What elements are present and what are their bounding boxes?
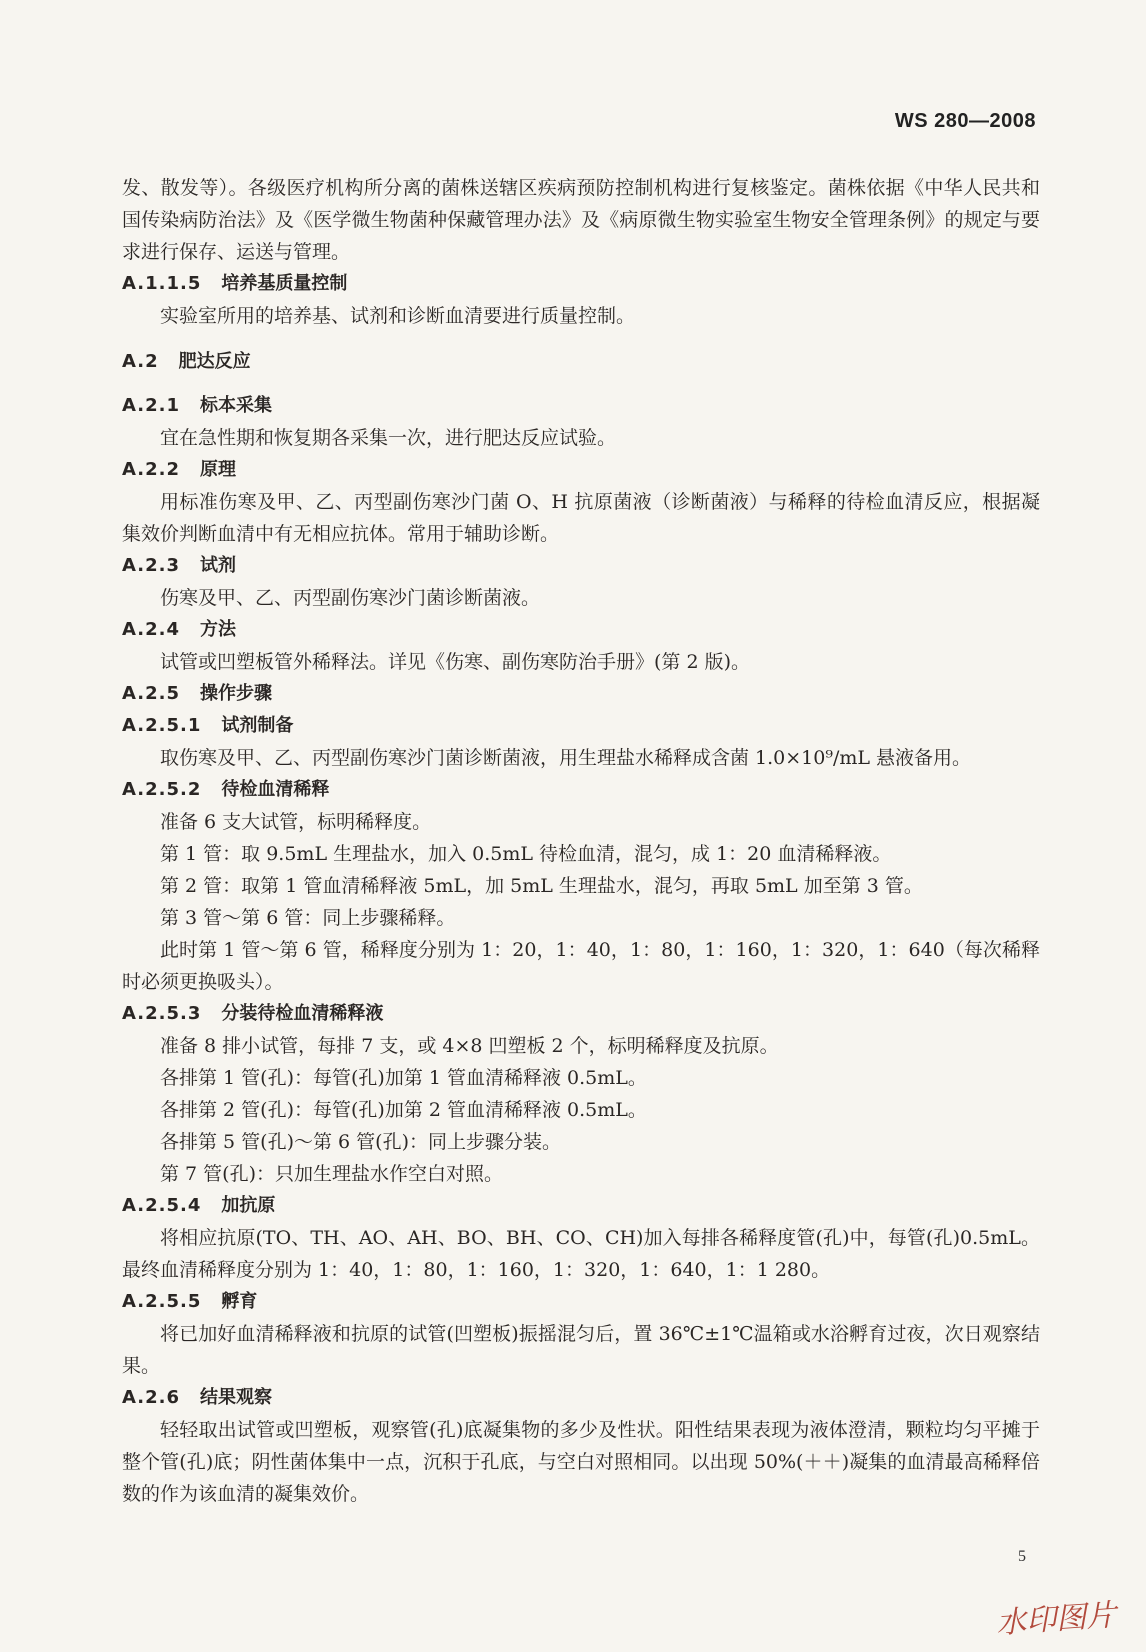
paragraph: 第 2 管：取第 1 管血清稀释液 5mL，加 5mL 生理盐水，混匀，再取 5mL 加至第 3 管。 — [160, 875, 923, 897]
section-title: 操作步骤 — [200, 683, 272, 704]
section-number: A.2.5 — [122, 683, 180, 704]
section-number: A.2.5.5 — [122, 1291, 202, 1312]
section-title: 试剂 — [200, 555, 236, 576]
paragraph: 实验室所用的培养基、试剂和诊断血清要进行质量控制。 — [160, 305, 636, 327]
section-title: 肥达反应 — [178, 351, 251, 372]
section-heading — [122, 678, 1040, 710]
section-title: 待检血清稀释 — [221, 779, 330, 800]
section-heading — [122, 454, 1040, 486]
section-title: 原理 — [200, 459, 236, 480]
section-number: A.2.5.1 — [122, 715, 202, 736]
section-heading — [122, 774, 1040, 806]
paragraph: 各排第 1 管(孔)：每管(孔)加第 1 管血清稀释液 0.5mL。 — [160, 1067, 647, 1089]
paragraph: 各排第 2 管(孔)：每管(孔)加第 2 管血清稀释液 0.5mL。 — [160, 1099, 647, 1121]
paragraph: 各排第 5 管(孔)～第 6 管(孔)：同上步骤分装。 — [160, 1131, 561, 1153]
section-number: A.1.1.5 — [122, 273, 202, 294]
section-title: 孵育 — [221, 1291, 258, 1312]
section-heading — [122, 268, 1040, 300]
section-heading — [122, 1190, 1040, 1222]
paragraph: 试管或凹塑板管外稀释法。详见《伤寒、副伤寒防治手册》(第 2 版)。 — [160, 651, 750, 673]
section-number: A.2.5.4 — [122, 1195, 202, 1216]
section-number: A.2 — [122, 351, 159, 372]
section-title: 培养基质量控制 — [221, 273, 348, 294]
paragraph: 第 1 管：取 9.5mL 生理盐水，加入 0.5mL 待检血清，混匀，成 1：20 血清稀释液。 — [160, 843, 892, 865]
paragraph: 此时第 1 管～第 6 管，稀释度分别为 1：20，1：40，1：80，1：160，1：320，1：640（每次稀释时必须更换吸头）。 — [122, 939, 1040, 993]
section-heading — [122, 346, 1040, 378]
section-title: 方法 — [200, 619, 236, 640]
paragraph: 第 7 管(孔)：只加生理盐水作空白对照。 — [160, 1163, 503, 1185]
section-number: A.2.3 — [122, 555, 180, 576]
section-number: A.2.4 — [122, 619, 180, 640]
paragraph: 将已加好血清稀释液和抗原的试管(凹塑板)振摇混匀后，置 36℃±1℃温箱或水浴孵育过夜，次日观察结果。 — [122, 1323, 1040, 1377]
section-number: A.2.1 — [122, 395, 180, 416]
section-heading — [122, 710, 1040, 742]
section-title: 试剂制备 — [221, 715, 294, 736]
paragraph: 发、散发等）。各级医疗机构所分离的菌株送辖区疾病预防控制机构进行复核鉴定。菌株依据《中华人民共和国传染病防治法》及《医学微生物菌种保藏管理办法》及《病原微生物实验室生物安全管理条例》的规定与要求进行保存、运送与管理。 — [122, 177, 1040, 263]
paragraph: 宜在急性期和恢复期各采集一次，进行肥达反应试验。 — [160, 427, 617, 449]
paragraph: 伤寒及甲、乙、丙型副伤寒沙门菌诊断菌液。 — [160, 587, 541, 609]
paragraph: 用标准伤寒及甲、乙、丙型副伤寒沙门菌 O、H 抗原菌液（诊断菌液）与稀释的待检血清反应，根据凝集效价判断血清中有无相应抗体。常用于辅助诊断。 — [122, 491, 1040, 545]
paragraph: 第 3 管～第 6 管：同上步骤稀释。 — [160, 907, 456, 929]
paragraph: 轻轻取出试管或凹塑板，观察管(孔)底凝集物的多少及性状。阳性结果表现为液体澄清，颗粒均匀平摊于整个管(孔)底；阴性菌体集中一点，沉积于孔底，与空白对照相同。以出现 50%(＋＋)凝集的血清最高稀释倍数的作为该血清的凝集效价。 — [122, 1419, 1040, 1505]
section-number: A.2.5.3 — [122, 1003, 202, 1024]
section-heading — [122, 998, 1040, 1030]
section-title: 加抗原 — [221, 1195, 276, 1216]
section-heading — [122, 390, 1040, 422]
section-number: A.2.6 — [122, 1387, 180, 1408]
section-title: 分装待检血清稀释液 — [221, 1003, 384, 1024]
section-number: A.2.5.2 — [122, 779, 202, 800]
section-heading — [122, 1382, 1040, 1414]
watermark-stamp: 水印图片 — [995, 1597, 1118, 1642]
section-number: A.2.2 — [122, 459, 180, 480]
paragraph: 将相应抗原(TO、TH、AO、AH、BO、BH、CO、CH)加入每排各稀释度管(孔)中，每管(孔)0.5mL。最终血清稀释度分别为 1：40，1：80，1：160，1：320，1：640，1：1 280。 — [122, 1227, 1040, 1281]
section-heading — [122, 550, 1040, 582]
document-standard-number: WS 280—2008 — [894, 110, 1036, 132]
section-heading — [122, 614, 1040, 646]
page-number: 5 — [1018, 1548, 1026, 1565]
section-title: 结果观察 — [200, 1387, 272, 1408]
paragraph: 准备 6 支大试管，标明稀释度。 — [160, 811, 432, 833]
paragraph: 取伤寒及甲、乙、丙型副伤寒沙门菌诊断菌液，用生理盐水稀释成含菌 1.0×10⁹/mL 悬液备用。 — [160, 747, 972, 769]
section-heading — [122, 1286, 1040, 1318]
section-title: 标本采集 — [200, 395, 272, 416]
paragraph: 准备 8 排小试管，每排 7 支，或 4×8 凹塑板 2 个，标明稀释度及抗原。 — [160, 1035, 779, 1057]
document-body — [122, 172, 1040, 1510]
